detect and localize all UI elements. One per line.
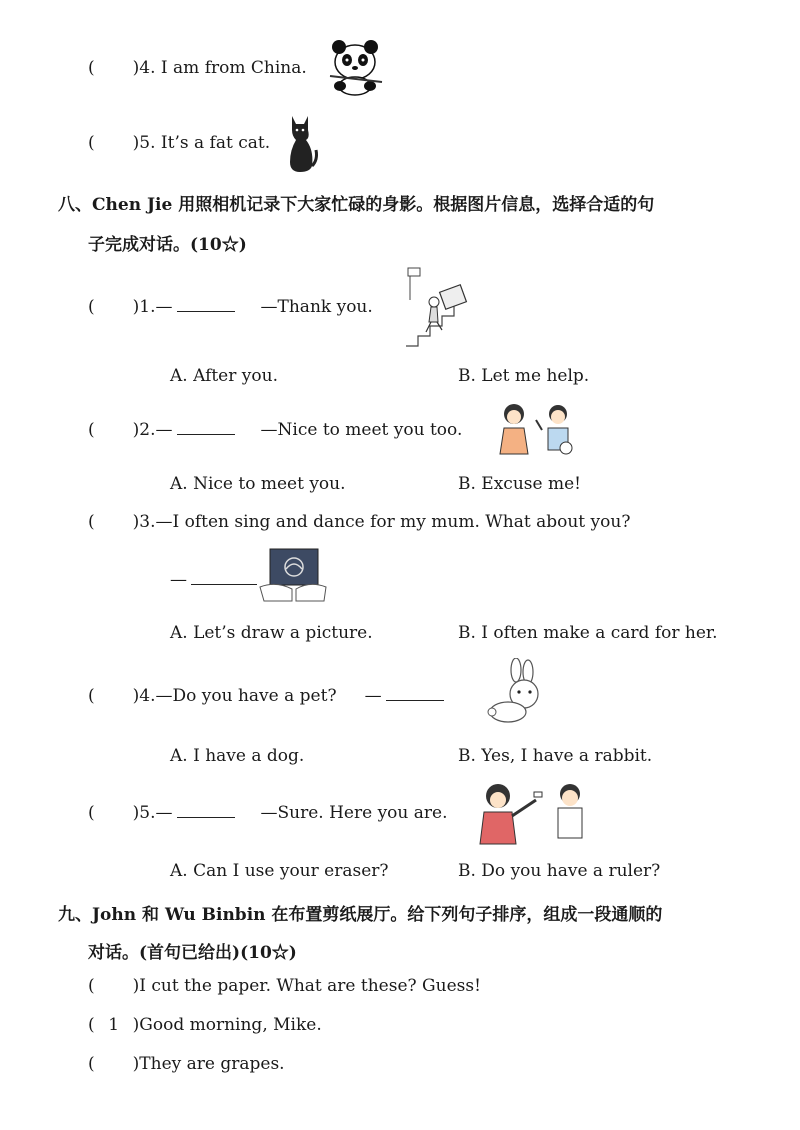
p7-q4-text: I am from China.	[160, 58, 307, 78]
p7-q5: ( )5. It’s a fat cat.	[88, 133, 271, 153]
drawing-picture	[256, 545, 330, 603]
part9-title-cont: 对话。(首句已给出)(10☆)	[88, 943, 297, 963]
rabbit-picture	[486, 658, 552, 726]
p8-q1: ( )1.— —Thank you.	[88, 297, 373, 317]
p8-q4: ( )4.—Do you have a pet? —	[88, 686, 448, 706]
p9-item-1: ( )I cut the paper. What are these? Guess!	[88, 976, 481, 996]
p8-q2-option-b: B. Excuse me!	[458, 474, 581, 494]
greeting-children-picture	[494, 400, 580, 458]
p8-q3-answer: —	[170, 570, 261, 590]
p8-q1-option-a: A. After you.	[170, 366, 278, 386]
p7-q4: ( )4. I am from China.	[88, 58, 307, 78]
p8-q3-prompt: —I often sing and dance for my mum. What about you?	[155, 512, 631, 532]
part8-title: 八、Chen Jie 用照相机记录下大家忙碌的身影。根据图片信息，选择合适的句	[58, 195, 655, 215]
answer-blank[interactable]	[177, 434, 235, 435]
p8-q4-prompt: —Do you have a pet?	[155, 686, 337, 706]
answer-blank[interactable]	[386, 700, 444, 701]
p9-item-3: ( )They are grapes.	[88, 1054, 285, 1074]
moving-box-picture	[404, 266, 476, 350]
p8-q4-option-a: A. I have a dog.	[170, 746, 305, 766]
p9-item-2: ( 1 )Good morning, Mike.	[88, 1015, 322, 1035]
p8-q2: ( )2.— —Nice to meet you too.	[88, 420, 463, 440]
p8-q2-option-a: A. Nice to meet you.	[170, 474, 346, 494]
p8-q3-option-b: B. I often make a card for her.	[458, 623, 718, 643]
p7-q5-text: It’s a fat cat.	[160, 133, 271, 153]
part9-title: 九、John 和 Wu Binbin 在布置剪纸展厅。给下列句子排序，组成一段通顺的	[58, 905, 663, 925]
p8-q5: ( )5.— —Sure. Here you are.	[88, 803, 448, 823]
answer-blank[interactable]	[177, 311, 235, 312]
answer-blank[interactable]	[177, 817, 235, 818]
p8-q3: ( )3.—I often sing and dance for my mum. What about you?	[88, 512, 631, 532]
p8-q4-option-b: B. Yes, I have a rabbit.	[458, 746, 653, 766]
panda-picture	[322, 38, 388, 96]
p8-q5-option-a: A. Can I use your eraser?	[170, 861, 389, 881]
p8-q5-option-b: B. Do you have a ruler?	[458, 861, 661, 881]
answer-blank[interactable]	[191, 584, 257, 585]
p8-q1-option-b: B. Let me help.	[458, 366, 590, 386]
order-given: 1	[108, 1015, 120, 1035]
p8-q3-option-a: A. Let’s draw a picture.	[170, 623, 373, 643]
part8-title-cont: 子完成对话。(10☆)	[88, 235, 247, 255]
cat-picture	[284, 110, 320, 174]
borrow-eraser-picture	[476, 778, 592, 846]
